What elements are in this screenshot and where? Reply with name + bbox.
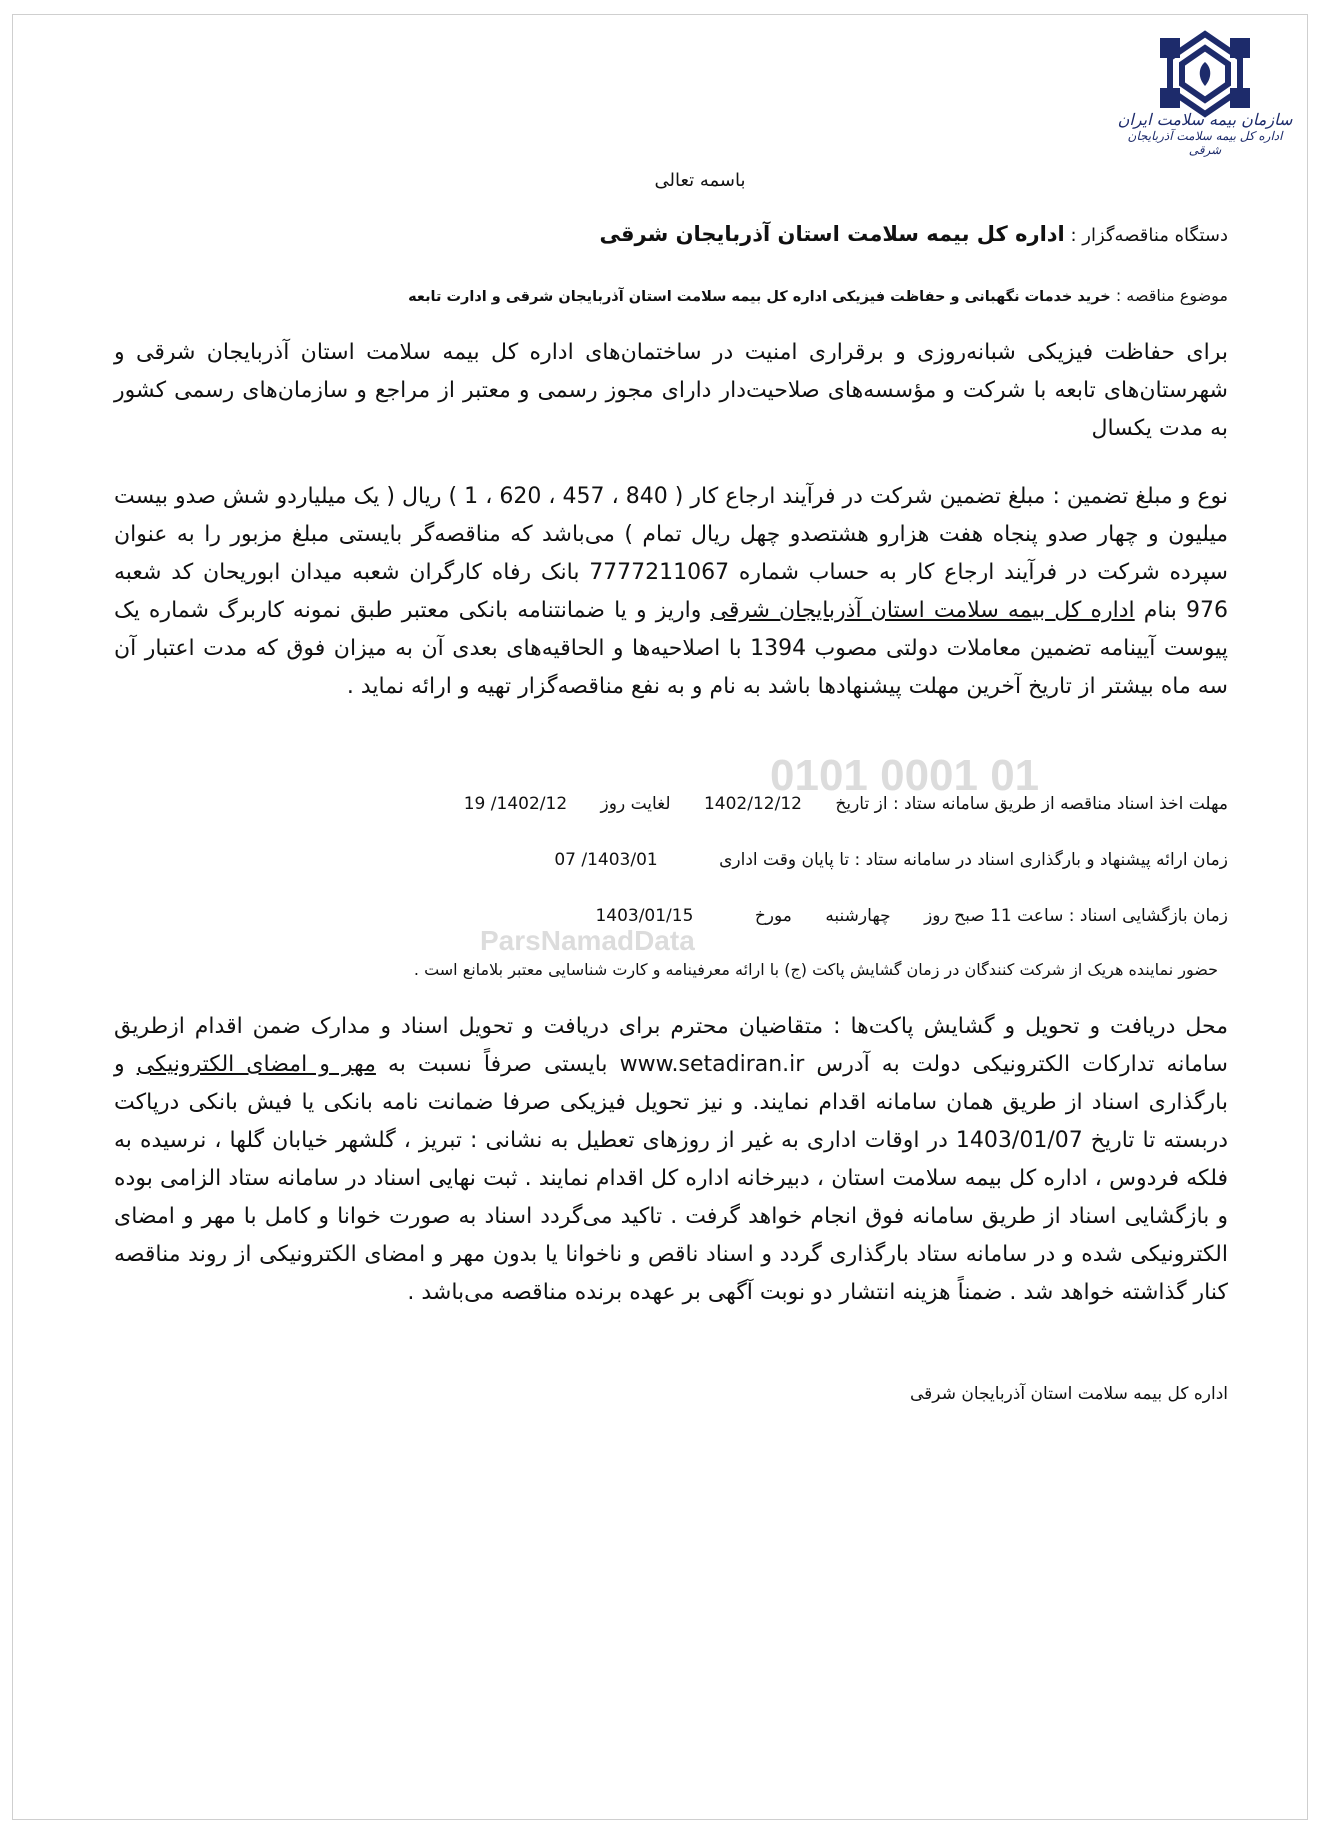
submit-date: 1403/01/ 07 bbox=[554, 850, 658, 870]
e-signature-underlined: مهر و امضای الکترونیکی bbox=[136, 1052, 376, 1077]
subject-line bbox=[408, 286, 1228, 305]
submission-line bbox=[554, 850, 1228, 870]
opening-label: زمان بازگشایی اسناد : ساعت 11 صبح روز bbox=[924, 906, 1228, 926]
docs-until-label: لغایت روز bbox=[600, 794, 671, 814]
subject-label: موضوع مناقصه : bbox=[1115, 286, 1228, 305]
guarantee-text-before: نوع و مبلغ تضمین : مبلغ تضمین شرکت در فرآیند ارجاع کار ( 840 ، 457 ، 620 ، 1 ) ریال ( یک میلیاردو شش صدو بیست میلیون و چهار صدو پنجاه هفت هزارو هشتصدو چهل ریال تمام ) می‌باشد که مناقصه‌گر بایستی مبلغ مزبور را به عنوان سپرده شرکت در فرآیند ارجاع کار به حساب شماره 7777211067 بانک رفاه کارگران شعبه میدان ابوریحان کد شعبه 976 بنام bbox=[114, 484, 1229, 623]
guarantee-beneficiary: اداره کل بیمه سلامت استان آذربایجان شرقی bbox=[710, 598, 1135, 623]
logo-org-line1: سازمان بیمه سلامت ایران bbox=[1117, 110, 1293, 129]
docs-deadline-line bbox=[464, 794, 1228, 814]
guarantee-text-after: واریز و یا ضمانتنامه بانکی معتبر طبق نمونه کاربرگ شماره یک پیوست آیینامه تضمین معاملات دولتی مصوب 1394 با اصلاحیه‌ها و الحاقیه‌های بعدی آن به میزان فوق که مدت اعتبار آن سه ماه بیشتر از تاریخ آخرین مهلت پیشنهادها باشد به نام و به نفع مناقصه‌گزار تهیه و ارائه نماید . bbox=[114, 598, 1228, 699]
submit-label: زمان ارائه پیشنهاد و بارگذاری اسناد در سامانه ستاد : تا پایان وقت اداری bbox=[719, 850, 1228, 870]
attendance-note: حضور نماینده هریک از شرکت کنندگان در زمان گشایش پاکت (ج) با ارائه معرفینامه و کارت شناسایی معتبر بلامانع است . bbox=[413, 960, 1218, 979]
opening-day: چهارشنبه bbox=[825, 906, 891, 926]
opening-line bbox=[595, 906, 1228, 926]
guarantee-paragraph bbox=[114, 478, 1228, 706]
logo-org-name bbox=[1110, 110, 1300, 157]
intro-paragraph: برای حفاظت فیزیکی شبانه‌روزی و برقراری امنیت در ساختمان‌های اداره کل بیمه سلامت استان آذربایجان شرقی و شهرستان‌های تابعه با شرکت و مؤسسه‌های صلاحیت‌دار دارای مجوز رسمی و معتبر از مراجع و سازمان‌های رسمی کشور به مدت یکسال bbox=[114, 340, 1228, 441]
docs-from-date: 1402/12/12 bbox=[703, 794, 802, 814]
watermark-digits: 0101 0001 01 bbox=[770, 751, 1040, 800]
opening-date: 1403/01/15 bbox=[595, 906, 694, 926]
issuer-label: دستگاه مناقصه‌گزار : bbox=[1070, 225, 1228, 246]
docs-to-date: 1402/12/ 19 bbox=[463, 794, 568, 814]
signature-line: اداره کل بیمه سلامت استان آذربایجان شرقی bbox=[910, 1384, 1228, 1404]
logo-org-line2: اداره کل بیمه سلامت آذربایجان شرقی bbox=[1127, 129, 1283, 157]
delivery-text-before: محل دریافت و تحویل و گشایش پاکت‌ها : متقاضیان محترم برای دریافت و تحویل اسناد و مدارک ضمن اقدام ازطریق سامانه تدارکات الکترونیکی دولت به آدرس www.setadiran.ir بایستی صرفاً نسبت به bbox=[114, 1014, 1228, 1077]
issuer-line bbox=[600, 222, 1228, 246]
subject-text: خرید خدمات نگهبانی و حفاظت فیزیکی اداره کل بیمه سلامت استان آذربایجان شرقی و ادارت تابعه bbox=[408, 289, 1111, 305]
basmala: باسمه تعالی bbox=[654, 170, 746, 191]
watermark-brand: ParsNamadData bbox=[480, 925, 695, 956]
docs-label: مهلت اخذ اسناد مناقصه از طریق سامانه ستاد : از تاریخ bbox=[835, 794, 1228, 814]
opening-dated: مورخ bbox=[754, 906, 792, 926]
delivery-paragraph bbox=[114, 1008, 1228, 1312]
issuer-name: اداره کل بیمه سلامت استان آذربایجان شرقی bbox=[599, 222, 1065, 246]
delivery-text-after: و بارگذاری اسناد از طریق همان سامانه اقدام نمایند. و نیز تحویل فیزیکی صرفا ضمانت نامه بانکی یا فیش بانکی درپاکت دربسته تا تاریخ 1403/01/07 در اوقات اداری به غیر از روزهای تعطیل به نشانی : تبریز ، گلشهر خیابان گلها ، نرسیده به فلکه فردوس ، اداره کل بیمه سلامت استان ، دبیرخانه اداره کل اقدام نمایند . ثبت نهایی اسناد در سامانه ستاد الزامی بوده و بازگشایی اسناد از طریق سامانه فوق انجام خواهد گرفت . تاکید می‌گردد اسناد به صورت خوانا و کامل با مهر و امضای الکترونیکی شده و در سامانه ستاد بارگذاری گردد و اسناد ناقص و ناخوانا یا بدون مهر و امضای الکترونیکی از روند مناقصه کنار گذاشته خواهد شد . ضمناً هزینه انتشار دو نوبت آگهی بر عهده برنده مناقصه می‌باشد . bbox=[114, 1052, 1229, 1305]
